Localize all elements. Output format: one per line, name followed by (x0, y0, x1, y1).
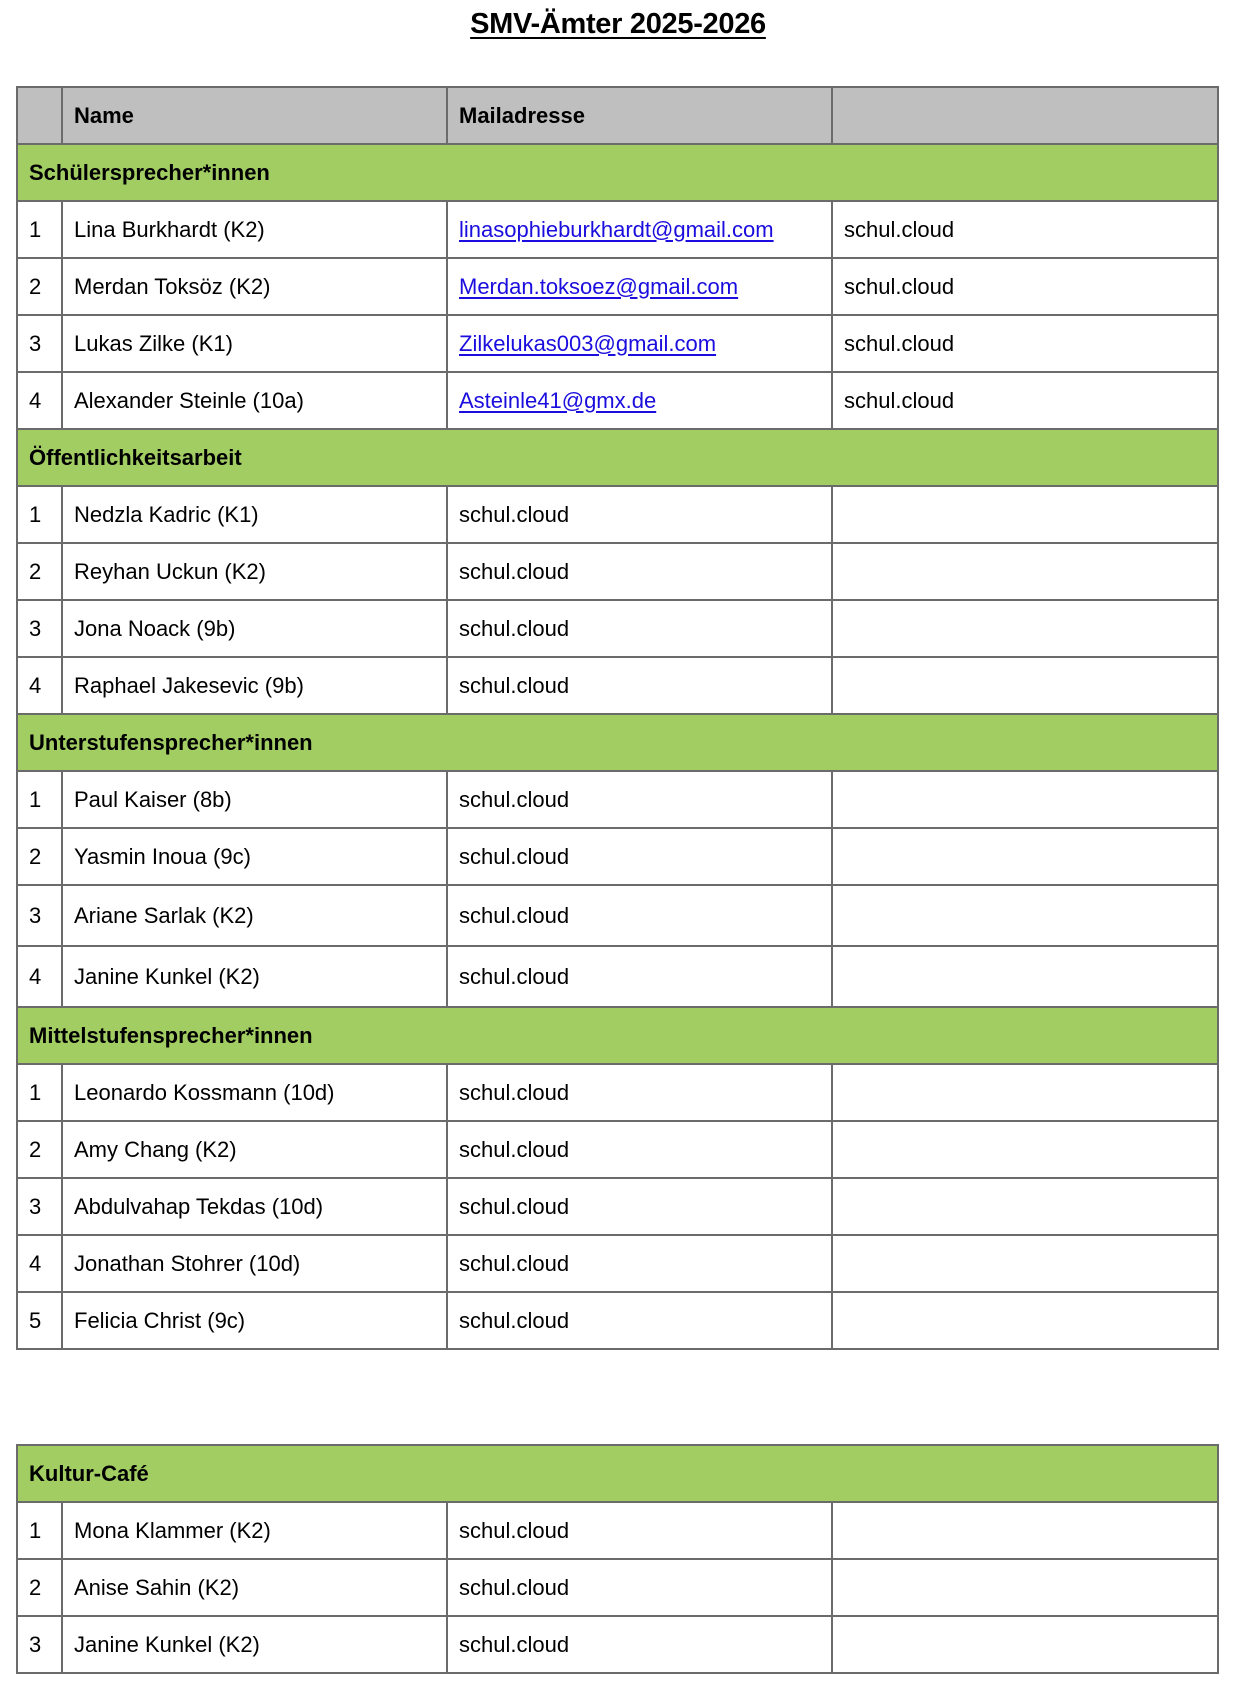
table-row (17, 201, 1218, 258)
email-cell (447, 372, 832, 429)
extra-cell (832, 1178, 1218, 1235)
member-name: Lukas Zilke (K1) (62, 315, 447, 372)
smv-table (16, 86, 1219, 1350)
section-title: Öffentlichkeitsarbeit (17, 429, 1218, 486)
member-name: Anise Sahin (K2) (62, 1559, 447, 1616)
section-header-row (17, 429, 1218, 486)
table-row (17, 486, 1218, 543)
extra-cell: schul.cloud (832, 258, 1218, 315)
email-link[interactable]: Asteinle41@gmx.de (459, 387, 657, 413)
table-row (17, 1616, 1218, 1673)
table-row (17, 946, 1218, 1007)
member-name: Alexander Steinle (10a) (62, 372, 447, 429)
member-name: Janine Kunkel (K2) (62, 1616, 447, 1673)
row-number: 3 (17, 600, 62, 657)
row-number: 4 (17, 1235, 62, 1292)
table-row (17, 1178, 1218, 1235)
extra-cell (832, 600, 1218, 657)
member-name: Mona Klammer (K2) (62, 1502, 447, 1559)
row-number: 4 (17, 372, 62, 429)
table-row (17, 315, 1218, 372)
contact-cell: schul.cloud (447, 885, 832, 946)
section-title: Mittelstufensprecher*innen (17, 1007, 1218, 1064)
extra-cell (832, 1121, 1218, 1178)
row-number: 1 (17, 1064, 62, 1121)
table-row (17, 372, 1218, 429)
row-number: 4 (17, 657, 62, 714)
extra-cell: schul.cloud (832, 372, 1218, 429)
table-row (17, 543, 1218, 600)
email-link[interactable]: Merdan.toksoez@gmail.com (459, 273, 739, 299)
row-number: 2 (17, 1559, 62, 1616)
member-name: Abdulvahap Tekdas (10d) (62, 1178, 447, 1235)
row-number: 1 (17, 1502, 62, 1559)
contact-cell: schul.cloud (447, 1559, 832, 1616)
member-name: Merdan Toksöz (K2) (62, 258, 447, 315)
row-number: 3 (17, 315, 62, 372)
document-title (0, 8, 1236, 41)
contact-cell: schul.cloud (447, 1178, 832, 1235)
row-number: 3 (17, 1616, 62, 1673)
table-row (17, 885, 1218, 946)
header-num (17, 87, 62, 144)
section-title: Schülersprecher*innen (17, 144, 1218, 201)
table-row (17, 258, 1218, 315)
contact-cell: schul.cloud (447, 1292, 832, 1349)
row-number: 2 (17, 828, 62, 885)
extra-cell (832, 543, 1218, 600)
member-name: Raphael Jakesevic (9b) (62, 657, 447, 714)
row-number: 2 (17, 1121, 62, 1178)
member-name: Yasmin Inoua (9c) (62, 828, 447, 885)
table-row (17, 1559, 1218, 1616)
extra-cell (832, 946, 1218, 1007)
extra-cell (832, 1292, 1218, 1349)
extra-cell (832, 771, 1218, 828)
header-mail: Mailadresse (447, 87, 832, 144)
extra-cell (832, 1559, 1218, 1616)
contact-cell: schul.cloud (447, 543, 832, 600)
header-extra (832, 87, 1218, 144)
contact-cell: schul.cloud (447, 946, 832, 1007)
extra-cell (832, 885, 1218, 946)
extra-cell: schul.cloud (832, 201, 1218, 258)
row-number: 4 (17, 946, 62, 1007)
email-link[interactable]: Zilkelukas003@gmail.com (459, 330, 717, 356)
contact-cell: schul.cloud (447, 771, 832, 828)
row-number: 3 (17, 1178, 62, 1235)
member-name: Nedzla Kadric (K1) (62, 486, 447, 543)
contact-cell: schul.cloud (447, 1616, 832, 1673)
member-name: Janine Kunkel (K2) (62, 946, 447, 1007)
section-header-row (17, 1007, 1218, 1064)
contact-cell: schul.cloud (447, 1235, 832, 1292)
contact-cell: schul.cloud (447, 828, 832, 885)
section-header-row (17, 1445, 1218, 1502)
contact-cell: schul.cloud (447, 600, 832, 657)
table-row (17, 600, 1218, 657)
member-name: Jonathan Stohrer (10d) (62, 1235, 447, 1292)
member-name: Amy Chang (K2) (62, 1121, 447, 1178)
email-cell (447, 315, 832, 372)
header-name: Name (62, 87, 447, 144)
contact-cell: schul.cloud (447, 486, 832, 543)
extra-cell (832, 1235, 1218, 1292)
extra-cell (832, 1502, 1218, 1559)
row-number: 5 (17, 1292, 62, 1349)
email-cell (447, 201, 832, 258)
table-row (17, 828, 1218, 885)
contact-cell: schul.cloud (447, 657, 832, 714)
row-number: 1 (17, 201, 62, 258)
member-name: Ariane Sarlak (K2) (62, 885, 447, 946)
section-title: Kultur-Café (17, 1445, 1218, 1502)
table-row (17, 657, 1218, 714)
row-number: 3 (17, 885, 62, 946)
table-row (17, 1064, 1218, 1121)
extra-cell: schul.cloud (832, 315, 1218, 372)
row-number: 2 (17, 258, 62, 315)
contact-cell: schul.cloud (447, 1502, 832, 1559)
kultur-cafe-table (16, 1444, 1219, 1674)
email-cell (447, 258, 832, 315)
extra-cell (832, 486, 1218, 543)
extra-cell (832, 828, 1218, 885)
extra-cell (832, 1616, 1218, 1673)
table-row (17, 1235, 1218, 1292)
table-row (17, 771, 1218, 828)
section-header-row (17, 714, 1218, 771)
member-name: Felicia Christ (9c) (62, 1292, 447, 1349)
section-title: Unterstufensprecher*innen (17, 714, 1218, 771)
document-title-text: SMV-Ämter 2025-2026 (470, 8, 766, 40)
extra-cell (832, 1064, 1218, 1121)
member-name: Reyhan Uckun (K2) (62, 543, 447, 600)
extra-cell (832, 657, 1218, 714)
table-row (17, 1121, 1218, 1178)
member-name: Jona Noack (9b) (62, 600, 447, 657)
section-header-row (17, 144, 1218, 201)
table-row (17, 1292, 1218, 1349)
row-number: 1 (17, 486, 62, 543)
row-number: 2 (17, 543, 62, 600)
contact-cell: schul.cloud (447, 1064, 832, 1121)
table-header-row (17, 87, 1218, 144)
email-link[interactable]: linasophieburkhardt@gmail.com (459, 216, 774, 242)
member-name: Lina Burkhardt (K2) (62, 201, 447, 258)
member-name: Paul Kaiser (8b) (62, 771, 447, 828)
table-row (17, 1502, 1218, 1559)
contact-cell: schul.cloud (447, 1121, 832, 1178)
member-name: Leonardo Kossmann (10d) (62, 1064, 447, 1121)
row-number: 1 (17, 771, 62, 828)
